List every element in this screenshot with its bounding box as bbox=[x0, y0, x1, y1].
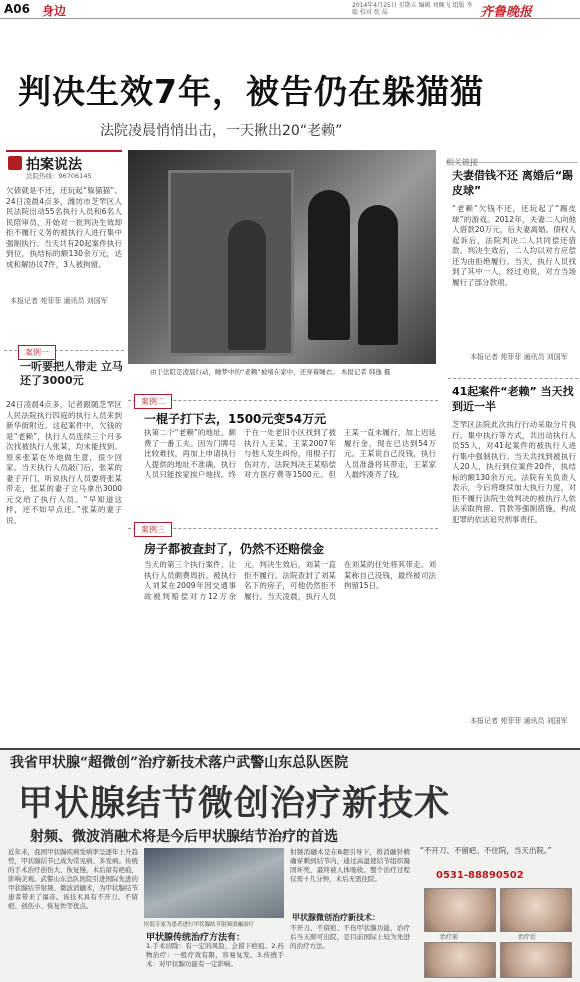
officer-figure bbox=[358, 205, 398, 345]
ad-thumb-neck bbox=[500, 942, 572, 978]
divider bbox=[128, 528, 438, 529]
case1-body: 24日凌晨4点多，记者跟随芝罘区人民法院执行四庭的执行人员来到新华街附近。这起案件中，欠钱的是“老赖”，执行人员连续三个月多次找被执行人张某，均未能找到。原来张某在外地做生意，很少回家。当天执行人员敲门后，张某的妻子开门，听说执行人员要将张某带走，张某的妻子立马拿出3000元交给了执行人员。“早知道这样，还不如早点还。”张某的妻子说。 bbox=[6, 400, 122, 525]
ad-slogan: “不开刀、不留疤、不住院，当天出院。” bbox=[420, 846, 552, 855]
sidebar-story2-byline: 本报记者 苑菲菲 通讯员 刘国军 bbox=[470, 717, 568, 725]
related-links-header bbox=[446, 150, 578, 167]
ad-photo-caption: 医院专家为患者进行甲状腺结节射频消融治疗 bbox=[144, 922, 255, 928]
related-label: 相关链接 bbox=[446, 158, 478, 167]
sidebar-story2-body: 芝罘区法院此次执行行动采取分片执行、集中执行等方式，共出动执行人员55人，对41起案件的被执行人进行集中强制执行。当天共找到被执行人20人，执行到位案件20件，执结标的额130余万元。法院有关负责人表示，今后将继续加大执行力度，对拒不履行法院生效判决的被执行人依法采取拘留、罚款等强制措施，构成犯罪的依法追究刑事责任。 bbox=[452, 420, 576, 524]
photo-caption: 由于法院是凌晨行动，睡梦中的“老赖”被堵在家中，还穿着睡衣。 本报记者 韩逸 摄 bbox=[150, 368, 391, 376]
ad-thumb-label-before: 治疗前 bbox=[440, 934, 459, 941]
section-name: 身边 bbox=[42, 4, 67, 18]
case2-tag: 案例二 bbox=[134, 394, 172, 409]
case3-body: 当天的第三个执行案件，让执行人员颇费周折。被执行人刘某在2009年因交通事故被判赔偿对方12万余元，判决生效后，刘某一直拒不履行。法院查封了刘某名下的房子，可他仍然拒不履行。当天凌晨，执行人员在刘某的住处将其带走。刘某称自己没钱，最终被司法拘留15日。 bbox=[144, 560, 436, 601]
gavel-icon bbox=[8, 156, 22, 170]
ad-subtitle: 射频、微波消融术将是今后甲状腺结节治疗的首选 bbox=[30, 829, 338, 845]
ad-body3: 射频消融术是在B超引导下，将消融针精确穿刺到结节内，通过高温使结节组织凝固坏死，最终被人体吸收。整个治疗过程仅需十几分钟，术后无需住院。 bbox=[290, 848, 410, 883]
ad-body4: 不开刀、不留疤、不伤甲状腺功能，治疗后当天即可出院，是目前国际上较为先进的治疗方法。 bbox=[290, 924, 410, 950]
ad-body1: 近年来，我国甲状腺疾病发病率呈逐年上升趋势，甲状腺结节已成为常见病、多发病。传统的手术治疗创伤大、恢复慢，术后留有疤痕，影响美观。武警山东总队医院引进国际先进的甲状腺结节射频、微波消融术，为甲状腺结节患者带来了福音。该技术具有不开刀、不留疤、创伤小、恢复快等优点。 bbox=[8, 848, 138, 910]
intro-text: 欠债就是不还，还玩起“躲猫猫”。24日凌晨4点多，潍坊市芝罘区人民法院出动55名执行人员和6名人民陪审员，开始对一批判决生效却拒不履行义务的被执行人进行集中强制执行。当天共有20起案件执行到位，执结标的额130余万元，达成和解协议7件，3人被拘留。 bbox=[6, 186, 122, 269]
person-figure bbox=[228, 220, 266, 350]
divider bbox=[448, 378, 578, 379]
edition-info: 2014年4月25日 星期五 编辑 刘佩飞 组版 李 聪 校对 张 晶 bbox=[352, 2, 473, 16]
ad-thumb-before bbox=[424, 888, 496, 932]
case3-title: 房子都被查封了，仍然不还赔偿金 bbox=[144, 542, 325, 556]
ad-title: 甲状腺结节微创治疗新技术 bbox=[18, 783, 451, 824]
ad-thumb-label-after: 治疗后 bbox=[518, 934, 537, 941]
sidebar-story2-title: 41起案件“老赖” 当天找到近一半 bbox=[452, 385, 574, 413]
ad-thumb-neck bbox=[424, 942, 496, 978]
case3-tag: 案例三 bbox=[134, 522, 172, 537]
sidebar-story1-title: 夫妻借钱不还 离婚后“踢皮球” bbox=[452, 169, 574, 197]
divider bbox=[128, 400, 438, 401]
column-tag bbox=[6, 150, 122, 182]
ad-top-line: 我省甲状腺“超微创”治疗新技术落户武警山东总队医院 bbox=[10, 755, 349, 771]
case1-tag: 案例一 bbox=[18, 345, 56, 360]
ad-photo bbox=[144, 848, 284, 918]
case1-title: 一听要把人带走 立马还了3000元 bbox=[20, 360, 123, 387]
ad-thumb-after bbox=[500, 888, 572, 932]
intro-byline: 本报记者 苑菲菲 通讯员 刘国军 bbox=[10, 297, 108, 305]
sidebar-story1-byline: 本报记者 苑菲菲 通讯员 刘国军 bbox=[470, 353, 568, 361]
ad-section-title: 甲状腺传统治疗方法有： bbox=[146, 933, 246, 943]
newspaper-logo: 齐鲁晚报 bbox=[480, 5, 533, 20]
news-photo bbox=[128, 150, 436, 364]
page-number: A06 bbox=[4, 2, 30, 16]
subheadline: 法院凌晨悄悄出击，一天揪出20“老赖” bbox=[100, 123, 343, 139]
headline: 判决生效7年，被告仍在躲猫猫 bbox=[18, 72, 484, 111]
column-hotline: 法院热线：96706145 bbox=[26, 172, 92, 180]
ad-phone: 0531-88890502 bbox=[436, 870, 524, 881]
column-title: 拍案说法 bbox=[26, 157, 82, 173]
ad-section-title-2: 甲状腺微创治疗新技术： bbox=[292, 913, 380, 922]
sidebar-story1-body: “老赖”欠钱不还，还玩起了“踢皮球”的游戏。2012年，夫妻二人向他人借款20万元，后夫妻离婚。债权人起诉后，法院判决二人共同偿还借款。判决生效后，二人均以对方应偿还为由拒绝履行。当天，执行人员找到了其中一人，经过劝说，对方当场履行了部分款项。 bbox=[452, 204, 576, 287]
case2-body: 执第二个“老赖”的地址，颇费了一番工夫。因为门牌号比较难找，再加上申请执行人提供的地址不准确，执行人员只能挨家挨户地找。终于在一处老旧小区找到了被执行人王某。王某2007年与他人发生纠纷，用棍子打伤对方，法院判决王某赔偿对方医疗费等1500元。但王某一直未履行，加上迟延履行金，现在已达到54万元。王某说自己没钱，执行人员准备将其带走，王某家人最终凑齐了钱。 bbox=[144, 428, 436, 479]
officer-figure bbox=[308, 190, 350, 340]
ad-body2: 1.手术切除：有一定的风险，会留下疤痕。2.药物治疗：一般疗效有限，容易复发。3.传统手术：对甲状腺功能有一定影响。 bbox=[146, 942, 284, 968]
case2-title: 一棍子打下去，1500元变54万元 bbox=[144, 412, 327, 426]
